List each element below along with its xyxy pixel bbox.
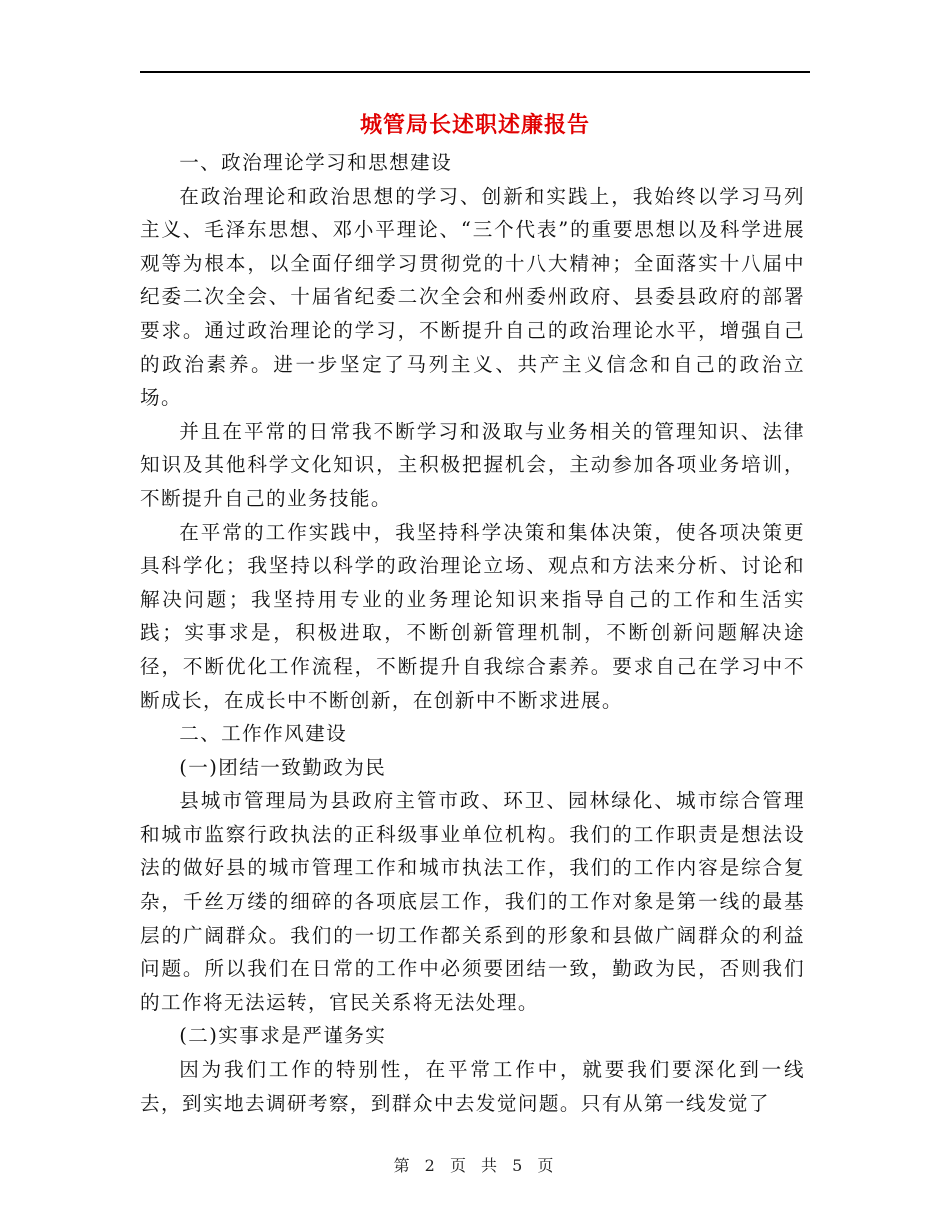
body-paragraph: 并且在平常的日常我不断学习和汲取与业务相关的管理知识、法律知识及其他科学文化知识，主积极把握机会，主动参加各项业务培训，不断提升自己的业务技能。 [140, 419, 805, 510]
body-paragraph: 县城市管理局为县政府主管市政、环卫、园林绿化、城市综合管理和城市监察行政执法的正科级事业单位机构。我们的工作职责是想法设法的做好县的城市管理工作和城市执法工作，我们的工作内容是综合复杂，千丝万缕的细碎的各项底层工作，我们的工作对象是第一线的最基层的广阔群众。我们的一切工作都关系到的形象和县做广阔群众的利益问题。所以我们在日常的工作中必须要团结一致，勤政为民，否则我们的工作将无法运转，官民关系将无法处理。 [140, 789, 805, 1014]
subsection-heading-2: (二)实事求是严谨务实 [179, 1024, 387, 1048]
body-paragraph: 因为我们工作的特别性，在平常工作中，就要我们要深化到一线去，到实地去调研考察，到群众中去发觉问题。只有从第一线发觉了 [140, 1058, 805, 1115]
page-number: 第 2 页 共 5 页 [393, 1156, 557, 1175]
section-heading-2: 二、工作作风建设 [179, 722, 348, 746]
subsection-heading-1: (一)团结一致勤政为民 [179, 755, 387, 779]
body-paragraph: 在政治理论和政治思想的学习、创新和实践上，我始终以学习马列主义、毛泽东思想、邓小平理论、“三个代表”的重要思想以及科学进展观等为根本，以全面仔细学习贯彻党的十八大精神；全面落实十八届中纪委二次全会、十届省纪委二次全会和州委州政府、县委县政府的部署要求。通过政治理论的学习，不断提升自己的政治理论水平，增强自己的政治素养。进一步坚定了马列主义、共产主义信念和自己的政治立场。 [140, 184, 805, 410]
header-rule [140, 71, 810, 73]
section-heading-1: 一、政治理论学习和思想建设 [179, 151, 453, 174]
document-title: 城管局长述职述廉报告 [359, 112, 590, 138]
body-paragraph: 在平常的工作实践中，我坚持科学决策和集体决策，使各项决策更具科学化；我坚持以科学的政治理论立场、观点和方法来分析、讨论和解决问题；我坚持用专业的业务理论知识来指导自己的工作和生活实践；实事求是，积极进取，不断创新管理机制，不断创新问题解决途径，不断优化工作流程，不断提升自我综合素养。要求自己在学习中不断成长，在成长中不断创新，在创新中不断求进展。 [140, 520, 805, 712]
document-body [140, 146, 805, 1120]
